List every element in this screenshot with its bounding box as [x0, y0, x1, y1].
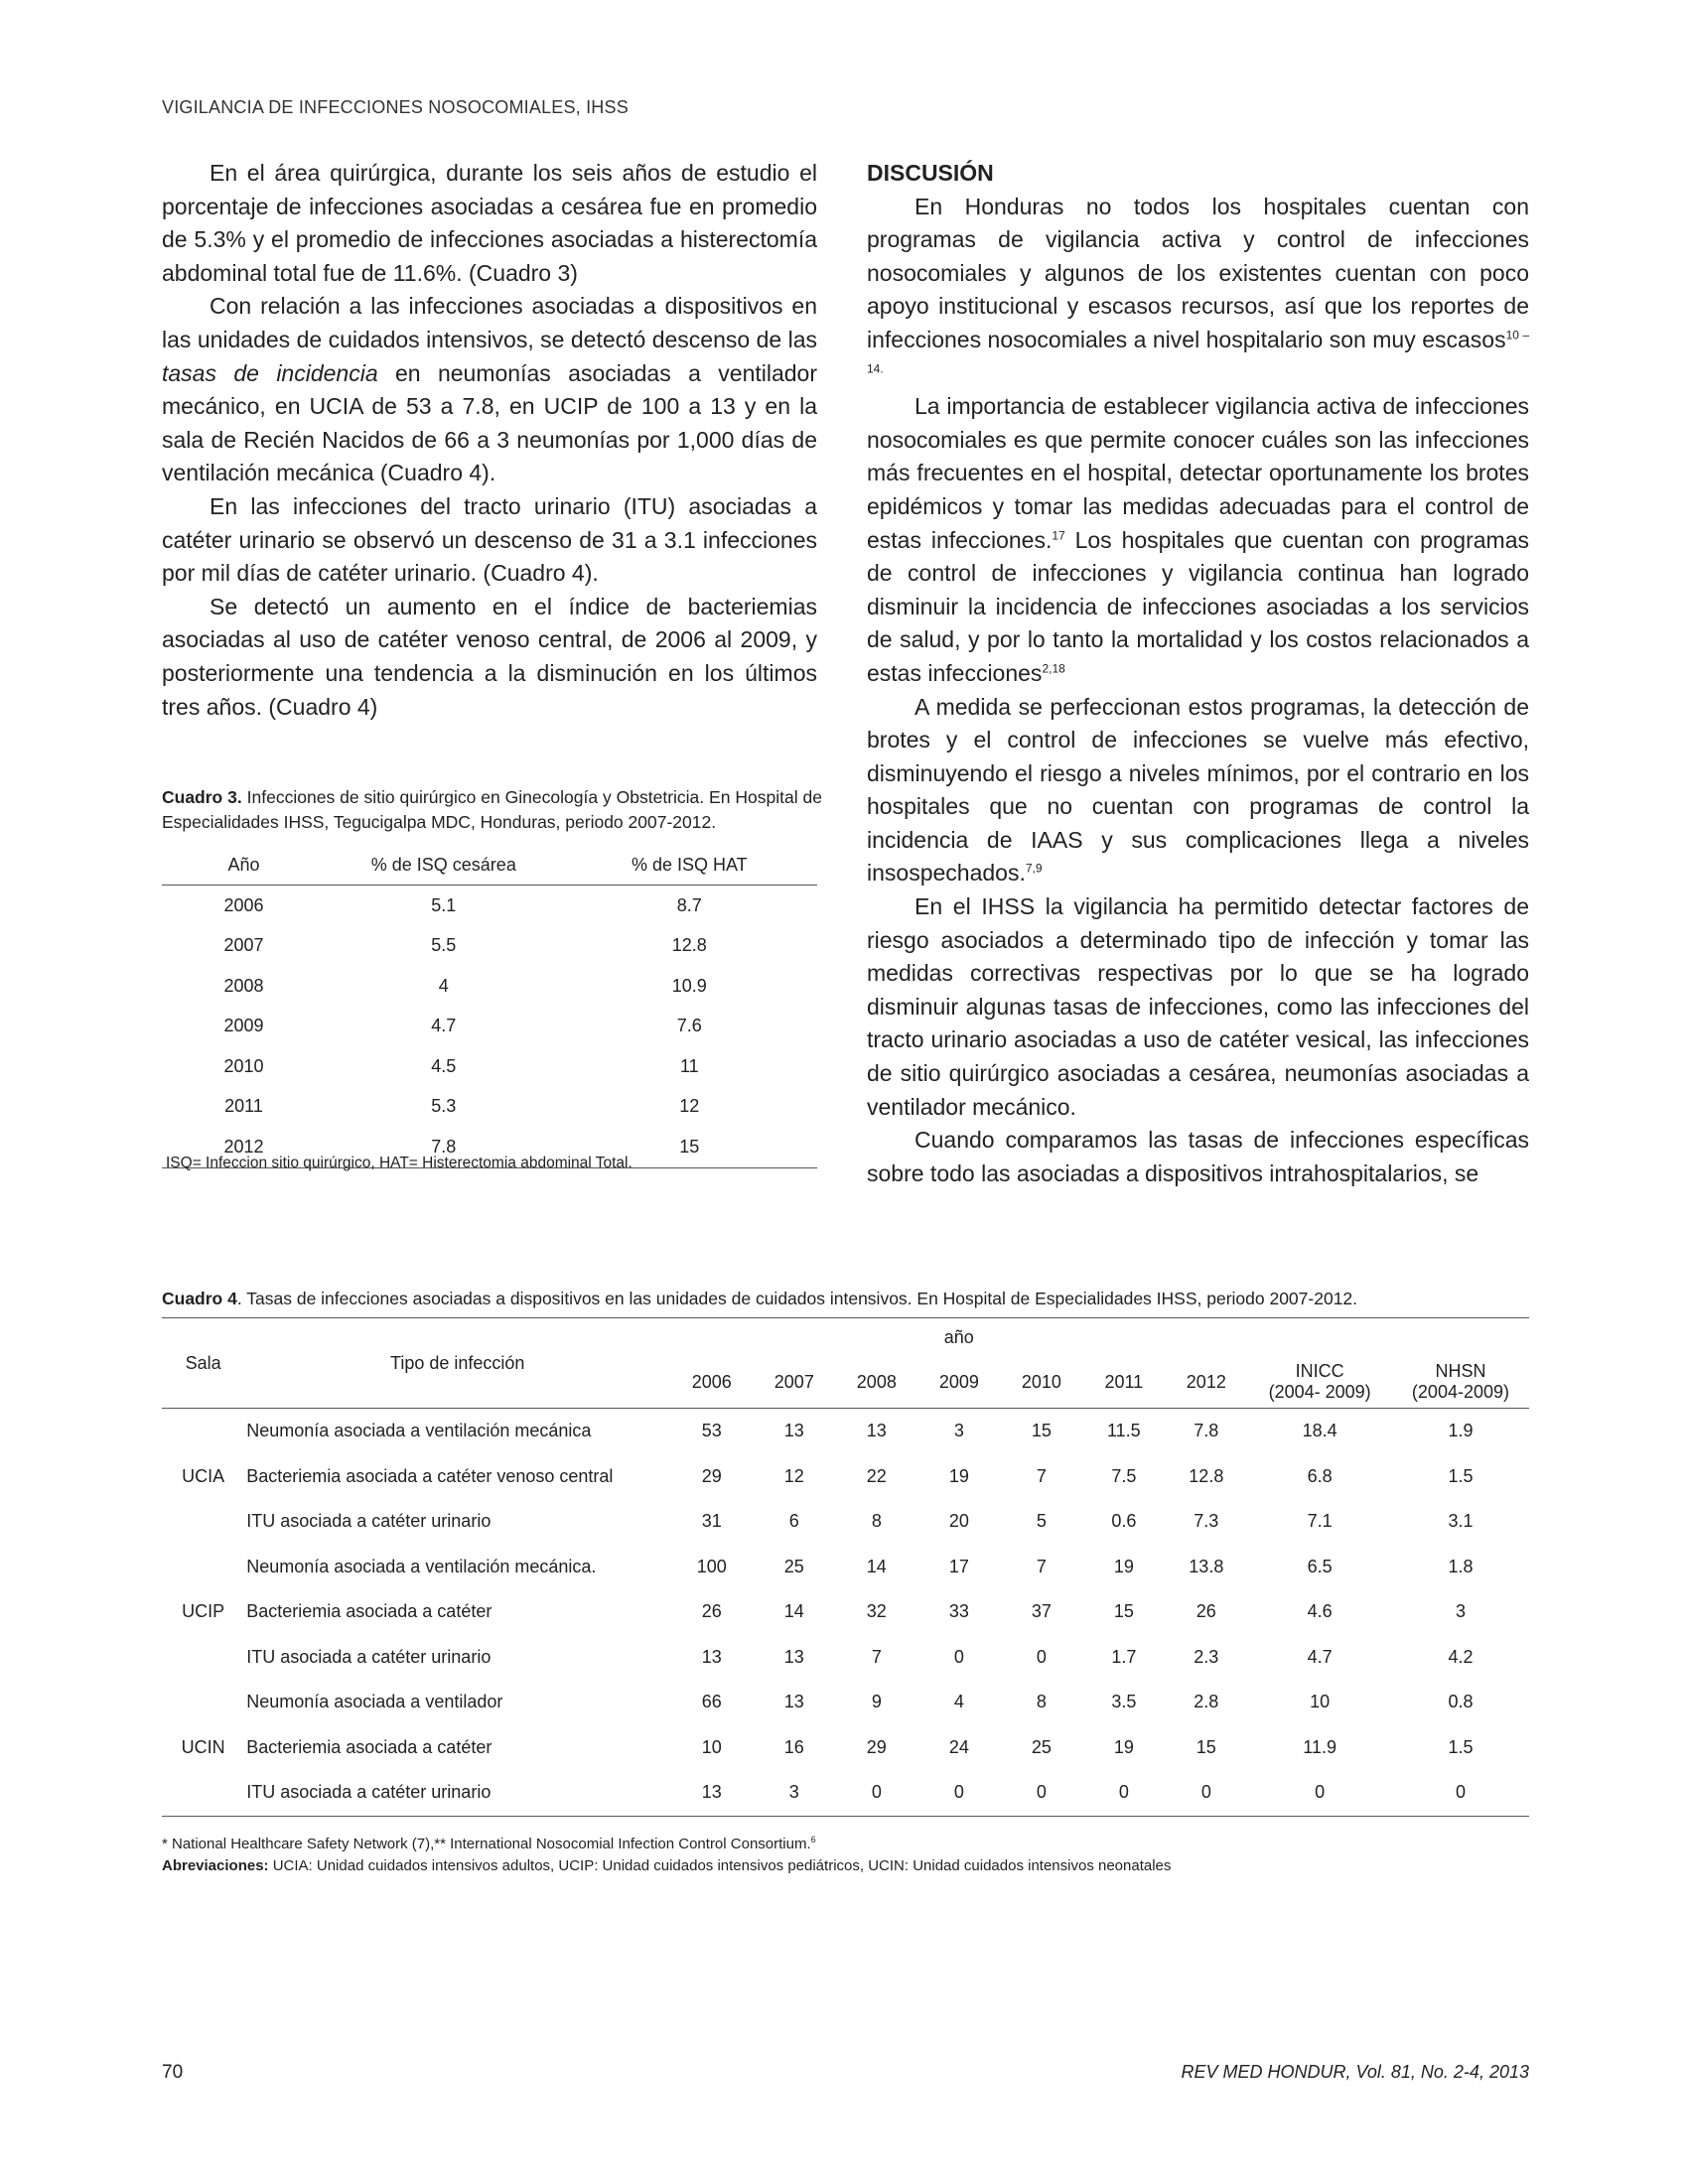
table-cell: 2007: [223, 935, 264, 956]
nhsn-cell: 0: [1392, 1770, 1529, 1816]
inicc-cell: 18.4: [1302, 1421, 1337, 1441]
paragraph: Se detectó un aumento en el índice de bacteriemias asociadas al uso de catéter venoso central, de 2006 al 2009, y posteriormente una tendencia a la disminución en los últimos tres años. (Cuadro 4): [162, 593, 817, 720]
paragraph: En las infecciones del tracto urinario (ITU) asociadas a catéter urinario se observó un descenso de 31 a 3.1 infecciones por mil días de catéter urinario. (Cuadro 4).: [162, 492, 817, 587]
rate-cell: 0: [1036, 1646, 1047, 1667]
rate-cell: 11.5: [1106, 1421, 1141, 1441]
text-span: La importancia de establecer vigilancia activa de infecciones nosocomiales es que permite conocer cuáles son las infecciones más frecuentes en el hospital, detectar oportunamente los brotes epidémicos y tomar las medidas adecuadas para el control de estas infecciones.: [867, 393, 1529, 553]
citation: 10 – 14.: [867, 328, 1529, 375]
rate-cell: 15: [1196, 1736, 1216, 1757]
sala-cell: [162, 1770, 244, 1816]
header-spacer: [1392, 1318, 1529, 1357]
column-header-tipo: Tipo de infección: [244, 1318, 670, 1409]
rate-cell: 19: [948, 1465, 969, 1486]
table-cell: 5.1: [431, 894, 457, 915]
paragraph: [867, 191, 1529, 391]
column-header-year: 2006: [670, 1356, 753, 1409]
nhsn-cell: 1.5: [1448, 1465, 1474, 1486]
rate-cell: 0.6: [1111, 1511, 1137, 1532]
nhsn-cell: 3.1: [1448, 1511, 1474, 1532]
right-column: [867, 157, 1529, 1190]
rate-cell: 14: [866, 1556, 887, 1576]
rate-cell: 13: [783, 1692, 804, 1712]
rate-cell: 16: [783, 1736, 804, 1757]
sala-cell: [162, 1409, 244, 1454]
rate-cell: 26: [701, 1601, 722, 1622]
table-row: [162, 1725, 1529, 1771]
nhsn-cell: 3: [1455, 1601, 1466, 1622]
table-header-row: [162, 845, 817, 886]
text-span: A medida se perfeccionan estos programas, la detección de brotes y el control de infecciones se vuelve más efectivo, disminuyendo el riesgo a niveles mínimos, por el contrario en los hospitales que no cuentan con programas de control la incidencia de IAAS y sus complicaciones llega a niveles insospechados.: [867, 693, 1529, 887]
header-spacer: [1247, 1318, 1392, 1357]
rate-cell: 1.7: [1111, 1646, 1137, 1667]
table-row: [162, 1454, 1529, 1500]
table-cell: 8.7: [676, 894, 702, 915]
table-cell: 2008: [223, 975, 264, 996]
infection-type-cell: ITU asociada a catéter urinario: [244, 1770, 670, 1816]
rate-cell: 15: [1031, 1421, 1052, 1441]
footnote-text: * National Healthcare Safety Network (7),** International Nosocomial Infection Control Consortium.: [162, 1836, 811, 1852]
rate-cell: 13.8: [1189, 1556, 1224, 1576]
footnote-text: UCIA: Unidad cuidados intensivos adultos, UCIP: Unidad cuidados intensivos pediátricos, UCIN: Unidad cuidados intensivos neonatales: [268, 1857, 1172, 1874]
rate-cell: 14: [783, 1601, 804, 1622]
rate-cell: 0: [953, 1646, 964, 1667]
column-header-year: 2012: [1165, 1356, 1247, 1409]
sala-cell: [162, 1545, 244, 1590]
column-header: Año: [162, 845, 326, 886]
rate-cell: 6: [788, 1511, 799, 1532]
rate-cell: 4: [953, 1692, 964, 1712]
rate-cell: 7.8: [1194, 1421, 1219, 1441]
table-cell: 2006: [223, 894, 264, 915]
table-row: [162, 1770, 1529, 1816]
section-heading: DISCUSIÓN: [867, 160, 994, 186]
inicc-cell: 4.7: [1307, 1646, 1333, 1667]
table-cell: 4: [438, 975, 449, 996]
footnote-label: Abreviaciones:: [162, 1857, 269, 1874]
table-cell: 4.5: [431, 1055, 457, 1076]
table-cell: 11: [679, 1055, 699, 1076]
column-header-sala: Sala: [162, 1318, 244, 1409]
sala-cell: UCIP: [182, 1601, 225, 1622]
infection-type-cell: Neumonía asociada a ventilador: [246, 1692, 503, 1712]
text-span: en neumonías asociadas a ventilador mecánico, en UCIA de 53 a 7.8, en UCIP de 100 a 13 y en la sala de Recién Nacidos de 66 a 3 neumonías por 1,000 días de ventilación mecánica (Cuadro 4).: [162, 359, 818, 486]
table-cell: 7.8: [326, 1127, 562, 1167]
column-header-year: 2008: [835, 1356, 917, 1409]
rate-cell: 3.5: [1111, 1692, 1137, 1712]
table-row: [162, 926, 817, 967]
rate-cell: 19: [1113, 1736, 1134, 1757]
table-row: [162, 1680, 1529, 1725]
caption-text: Infecciones de sitio quirúrgico en Ginecología y Obstetricia. En Hospital de Especialidades IHSS, Tegucigalpa MDC, Honduras, periodo 2007-2012.: [162, 787, 822, 832]
rate-cell: 37: [1031, 1601, 1052, 1622]
infection-type-cell: Bacteriemia asociada a catéter venoso central: [246, 1465, 614, 1486]
inicc-cell: 6.5: [1307, 1556, 1333, 1576]
table-cell: 4.7: [431, 1016, 457, 1036]
footnote: [162, 1829, 1171, 1855]
rate-cell: 32: [866, 1601, 887, 1622]
table-header-row: [162, 1318, 1529, 1357]
rate-cell: 7: [871, 1646, 882, 1667]
column-header-inicc: [1247, 1356, 1392, 1409]
rate-cell: 0: [1000, 1770, 1082, 1816]
rate-cell: 25: [783, 1556, 804, 1576]
column-header-nhsn: [1392, 1356, 1529, 1409]
rate-cell: 26: [1196, 1601, 1216, 1622]
table-cell: 2012: [162, 1127, 326, 1167]
table-cell: 15: [562, 1127, 817, 1167]
table-cell: 2011: [224, 1096, 263, 1117]
rate-cell: 13: [670, 1770, 753, 1816]
rate-cell: 66: [701, 1692, 722, 1712]
sala-cell: [162, 1499, 244, 1545]
table-cell: 12: [679, 1096, 700, 1117]
rate-cell: 2.8: [1194, 1692, 1219, 1712]
infection-type-cell: Neumonía asociada a ventilación mecánica: [246, 1421, 592, 1441]
rate-cell: 53: [701, 1421, 722, 1441]
citation: 2,18: [1042, 661, 1065, 676]
table-row: [162, 1046, 817, 1087]
nhsn-cell: 1.5: [1448, 1736, 1474, 1757]
table-row: [162, 1409, 1529, 1454]
infection-type-cell: Neumonía asociada a ventilación mecánica.: [246, 1556, 597, 1576]
infection-type-cell: Bacteriemia asociada a catéter: [246, 1736, 492, 1757]
rate-cell: 100: [696, 1556, 727, 1576]
rate-cell: 19: [1113, 1556, 1134, 1576]
rate-cell: 17: [948, 1556, 969, 1576]
footnote: [162, 1855, 1171, 1877]
rate-cell: 7.5: [1111, 1465, 1137, 1486]
header-line: (2004- 2009): [1268, 1382, 1371, 1402]
left-column: [162, 157, 817, 724]
rate-cell: 13: [701, 1646, 722, 1667]
table-cell: 2010: [223, 1055, 264, 1076]
rate-cell: 12.8: [1189, 1465, 1224, 1486]
rate-cell: 31: [701, 1511, 722, 1532]
table-cell: 2009: [223, 1016, 264, 1036]
column-header-year: 2010: [1000, 1356, 1082, 1409]
table-row: [162, 1589, 1529, 1635]
caption-label: Cuadro 4: [162, 1289, 237, 1308]
table3-caption: [162, 785, 822, 835]
table4: [162, 1317, 1529, 1817]
rate-cell: 25: [1031, 1736, 1052, 1757]
table-cell: 5.5: [431, 935, 457, 956]
table3-footnote: ISQ= Infeccion sitio quirúrgico, HAT= Histerectomia abdominal Total.: [166, 1155, 633, 1171]
nhsn-cell: 4.2: [1448, 1646, 1474, 1667]
paragraph: [162, 290, 817, 490]
rate-cell: 20: [948, 1511, 969, 1532]
citation: 17: [1052, 527, 1065, 542]
text-span: Con relación a las infecciones asociadas a dispositivos en las unidades de cuidados intensivos, se detectó descenso de las: [162, 293, 817, 352]
table-cell: 10.9: [671, 975, 707, 996]
inicc-cell: 6.8: [1307, 1465, 1333, 1486]
running-title: VIGILANCIA DE INFECCIONES NOSOCOMIALES, IHSS: [162, 97, 629, 117]
column-header: % de ISQ HAT: [562, 845, 817, 886]
text-span: Los hospitales que cuentan con programas de control de infecciones y vigilancia continua han logrado disminuir la incidencia de infecciones asociadas a los servicios de salud, y por lo tanto la mortalidad y los costos relacionados a estas infecciones: [867, 526, 1530, 686]
nhsn-cell: 1.9: [1448, 1421, 1474, 1441]
table-row: [162, 1087, 817, 1128]
column-header-year: 2009: [917, 1356, 1000, 1409]
table-cell: 7.6: [676, 1016, 702, 1036]
caption-label: Cuadro 3.: [162, 787, 242, 807]
paragraph: [867, 691, 1529, 891]
table-row: [162, 1545, 1529, 1590]
rate-cell: 8: [1036, 1692, 1047, 1712]
inicc-cell: 4.6: [1307, 1601, 1333, 1622]
paragraph: [867, 390, 1529, 690]
column-header-year: 2007: [753, 1356, 835, 1409]
table-cell: 5.3: [431, 1096, 457, 1117]
rate-cell: 0: [1165, 1770, 1247, 1816]
citation: 6: [810, 1835, 816, 1844]
header-line: NHSN: [1435, 1361, 1486, 1381]
rate-cell: 29: [701, 1465, 722, 1486]
rate-cell: 13: [783, 1646, 804, 1667]
rate-cell: 15: [1113, 1601, 1134, 1622]
sala-cell: [162, 1680, 244, 1725]
table3: [162, 845, 817, 1168]
table4-footnotes: [162, 1829, 1171, 1877]
rate-cell: 10: [701, 1736, 722, 1757]
nhsn-cell: 1.8: [1448, 1556, 1474, 1576]
sala-cell: [162, 1635, 244, 1681]
rate-cell: 12: [783, 1465, 804, 1486]
table-row: [162, 1007, 817, 1047]
rate-cell: 8: [871, 1511, 882, 1532]
column-group-header-year: año: [670, 1318, 1247, 1357]
rate-cell: 7: [1036, 1465, 1047, 1486]
column-header: % de ISQ cesárea: [326, 845, 562, 886]
rate-cell: 24: [948, 1736, 969, 1757]
rate-cell: 0: [835, 1770, 917, 1816]
text-span: En Honduras no todos los hospitales cuentan con programas de vigilancia activa y control de infecciones nosocomiales y algunos de los existentes cuentan con poco apoyo institucional y escasos recursos, así que los reportes de infecciones nosocomiales a nivel hospitalario son muy escasos: [867, 193, 1529, 352]
paragraph: En el área quirúrgica, durante los seis años de estudio el porcentaje de infecciones asociadas a cesárea fue en promedio de 5.3% y el promedio de infecciones asociadas a histerectomía abdominal total fue de 11.6%. (Cuadro 3): [162, 160, 817, 286]
rate-cell: 0: [1082, 1770, 1165, 1816]
rate-cell: 29: [866, 1736, 887, 1757]
sala-cell: UCIA: [182, 1465, 225, 1486]
rate-cell: 22: [866, 1465, 887, 1486]
journal-reference: REV MED HONDUR, Vol. 81, No. 2-4, 2013: [1181, 2062, 1529, 2082]
rate-cell: 5: [1036, 1511, 1047, 1532]
table-row: [162, 1635, 1529, 1681]
table-cell: 12.8: [671, 935, 707, 956]
infection-type-cell: Bacteriemia asociada a catéter: [246, 1601, 492, 1622]
caption-text: . Tasas de infecciones asociadas a dispositivos en las unidades de cuidados intensivos. En Hospital de Especialidades IHSS, periodo 2007-2012.: [236, 1289, 1358, 1308]
inicc-cell: 11.9: [1303, 1736, 1336, 1757]
inicc-cell: 0: [1247, 1770, 1392, 1816]
nhsn-cell: 0.8: [1448, 1692, 1474, 1712]
rate-cell: 7.3: [1194, 1511, 1219, 1532]
rate-cell: 7: [1036, 1556, 1047, 1576]
table-row: [162, 1499, 1529, 1545]
header-line: (2004-2009): [1411, 1382, 1509, 1402]
rate-cell: 0: [917, 1770, 1000, 1816]
rate-cell: 9: [871, 1692, 882, 1712]
rate-cell: 3: [953, 1421, 964, 1441]
rate-cell: 13: [866, 1421, 887, 1441]
rate-cell: 2.3: [1194, 1646, 1219, 1667]
paragraph: Cuando comparamos las tasas de infecciones específicas sobre todo las asociadas a dispositivos intrahospitalarios, se: [867, 1127, 1529, 1186]
header-line: INICC: [1295, 1361, 1344, 1381]
table-row: [162, 966, 817, 1007]
infection-type-cell: ITU asociada a catéter urinario: [246, 1646, 492, 1667]
rate-cell: 3: [753, 1770, 835, 1816]
page-number: 70: [162, 2062, 184, 2083]
column-header-year: 2011: [1082, 1356, 1165, 1409]
emphasis: tasas de incidencia: [162, 359, 378, 386]
rate-cell: 33: [948, 1601, 969, 1622]
inicc-cell: 10: [1310, 1692, 1331, 1712]
table-row: [162, 886, 817, 926]
paragraph: En el IHSS la vigilancia ha permitido detectar factores de riesgo asociados a determinado tipo de infección y tomar las medidas correctivas respectivas por lo que se ha logrado disminuir algunas tasas de infecciones, como las infecciones del tracto urinario asociadas a uso de catéter vesical, las infecciones de sitio quirúrgico asociadas a cesárea, neumonías asociadas a ventilador mecánico.: [867, 893, 1529, 1120]
infection-type-cell: ITU asociada a catéter urinario: [246, 1511, 492, 1532]
inicc-cell: 7.1: [1307, 1511, 1333, 1532]
citation: 7,9: [1025, 861, 1043, 876]
sala-cell: UCIN: [181, 1736, 225, 1757]
table4-caption: [162, 1289, 1532, 1309]
rate-cell: 13: [783, 1421, 804, 1441]
